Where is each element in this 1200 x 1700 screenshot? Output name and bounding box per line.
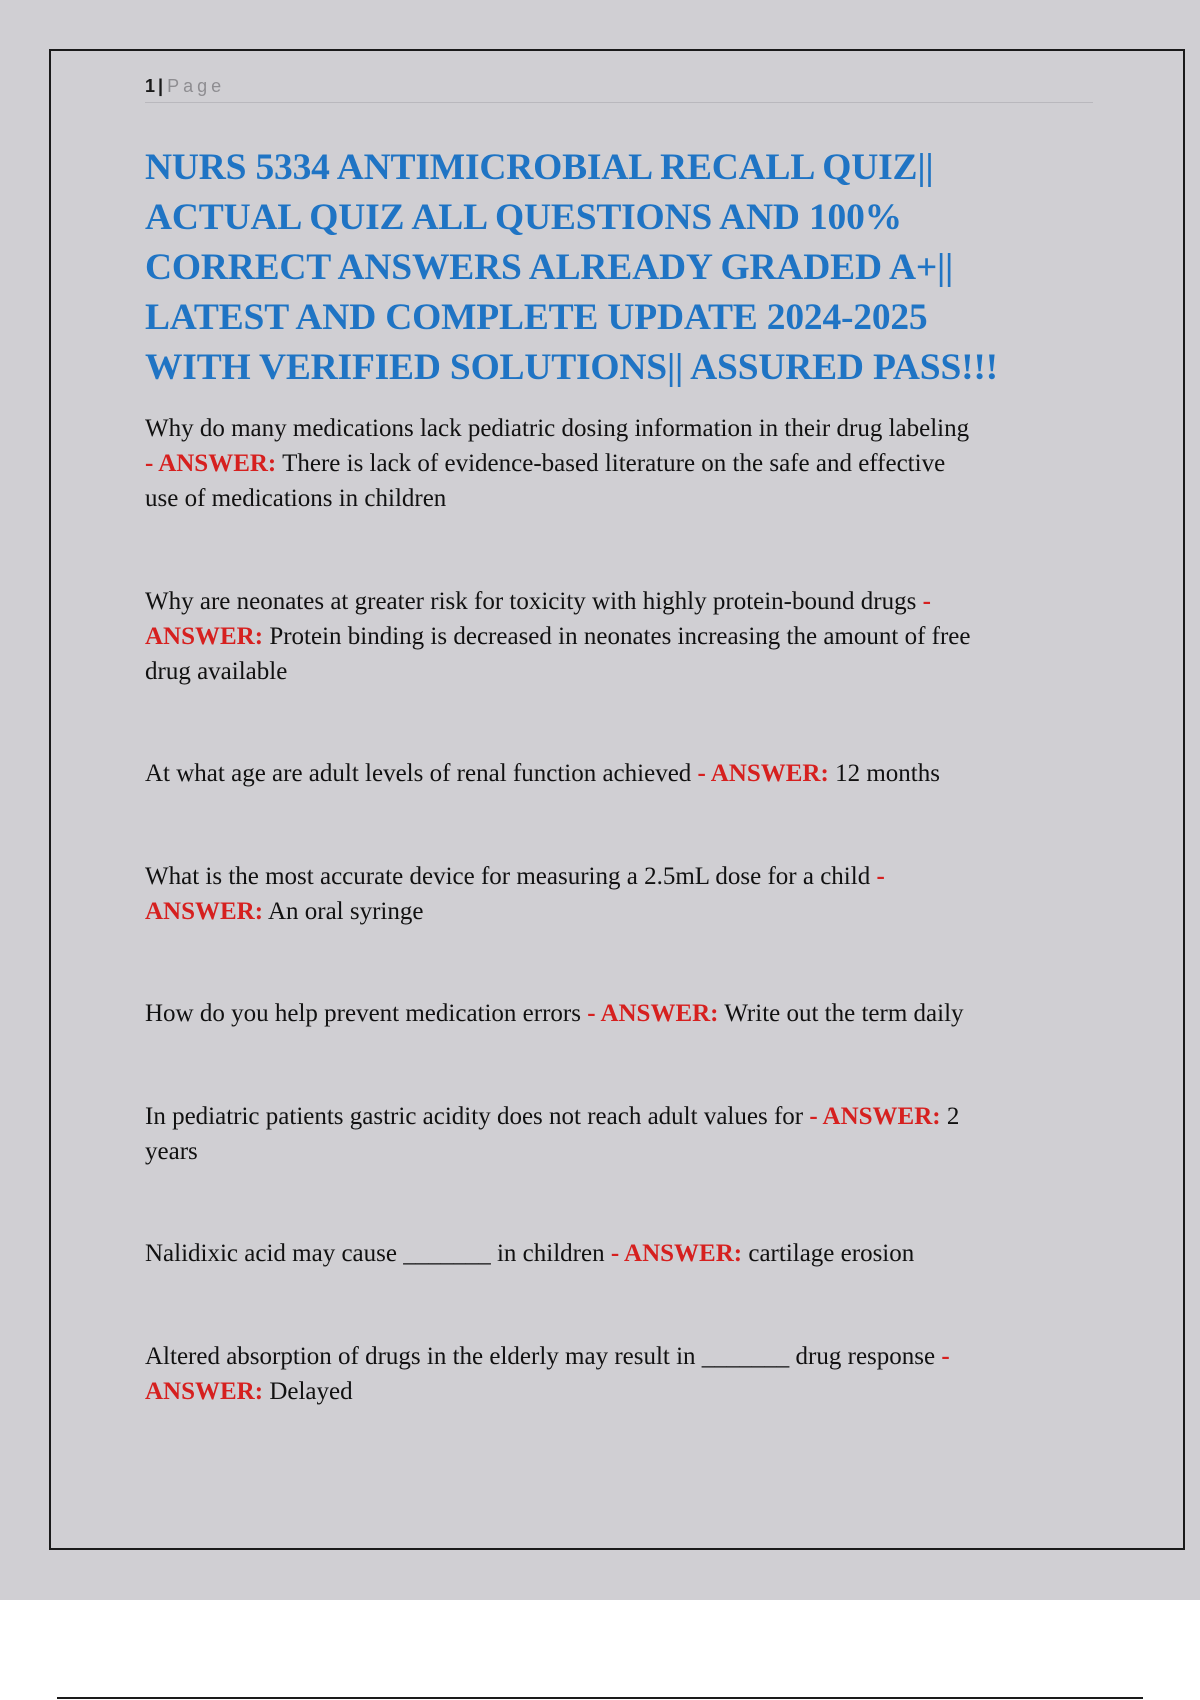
answer-text: There is lack of evidence-based literature on the safe and effective [282, 450, 946, 477]
question-text: Why do many medications lack pediatric dosing information in their drug labeling [145, 415, 970, 442]
qa-item [145, 584, 1085, 689]
qa-item [145, 996, 1085, 1031]
title-line: NURS 5334 ANTIMICROBIAL RECALL QUIZ|| [145, 147, 934, 188]
answer-text: years [145, 1138, 198, 1165]
page-number: 1 [145, 76, 156, 96]
question-text: Altered absorption of drugs in the elderly may result in _______ drug response [145, 1343, 936, 1370]
question-text: In pediatric patients gastric acidity does not reach adult values for [145, 1103, 804, 1130]
title-line: WITH VERIFIED SOLUTIONS|| ASSURED PASS!!! [145, 347, 998, 388]
answer-marker: - ANSWER: [587, 1000, 719, 1027]
qa-item [145, 411, 1085, 516]
page-header [145, 74, 1093, 103]
next-page-rule [57, 1697, 1143, 1699]
answer-text: drug available [145, 658, 288, 685]
answer-marker: - ANSWER: [697, 760, 829, 787]
question-text: How do you help prevent medication errors [145, 1000, 581, 1027]
question-text: Nalidixic acid may cause _______ in children [145, 1240, 605, 1267]
answer-text: Write out the term daily [724, 1000, 964, 1027]
answer-marker: ANSWER: [145, 623, 264, 650]
answer-marker-prefix: - [941, 1343, 950, 1370]
answer-text: Protein binding is decreased in neonates increasing the amount of free [269, 623, 971, 650]
answer-text: 12 months [835, 760, 940, 787]
page-word: Page [167, 76, 226, 96]
qa-item [145, 1099, 1085, 1169]
qa-item [145, 1339, 1085, 1409]
answer-text: 2 [946, 1103, 960, 1130]
answer-text: An oral syringe [267, 898, 424, 925]
answer-text: use of medications in children [145, 485, 447, 512]
answer-text: Delayed [269, 1378, 353, 1405]
title-line: LATEST AND COMPLETE UPDATE 2024-2025 [145, 297, 928, 338]
title-line: ACTUAL QUIZ ALL QUESTIONS AND 100% [145, 197, 902, 238]
answer-marker: - ANSWER: [145, 450, 277, 477]
answer-marker: - ANSWER: [809, 1103, 941, 1130]
answer-marker-prefix: - [876, 863, 885, 890]
question-text: Why are neonates at greater risk for toxicity with highly protein-bound drugs [145, 588, 917, 615]
answer-marker: ANSWER: [145, 898, 264, 925]
question-text: At what age are adult levels of renal function achieved [145, 760, 692, 787]
page-separator: | [158, 76, 164, 96]
qa-item [145, 1236, 1085, 1271]
answer-text: cartilage erosion [748, 1240, 915, 1267]
answer-marker: - ANSWER: [610, 1240, 743, 1267]
qa-item [145, 756, 1085, 791]
document-title [145, 143, 1105, 393]
title-line: CORRECT ANSWERS ALREADY GRADED A+|| [145, 247, 954, 288]
answer-marker: ANSWER: [145, 1378, 264, 1405]
answer-marker-prefix: - [922, 588, 931, 615]
question-text: What is the most accurate device for measuring a 2.5mL dose for a child [145, 863, 871, 890]
qa-item [145, 859, 1085, 929]
